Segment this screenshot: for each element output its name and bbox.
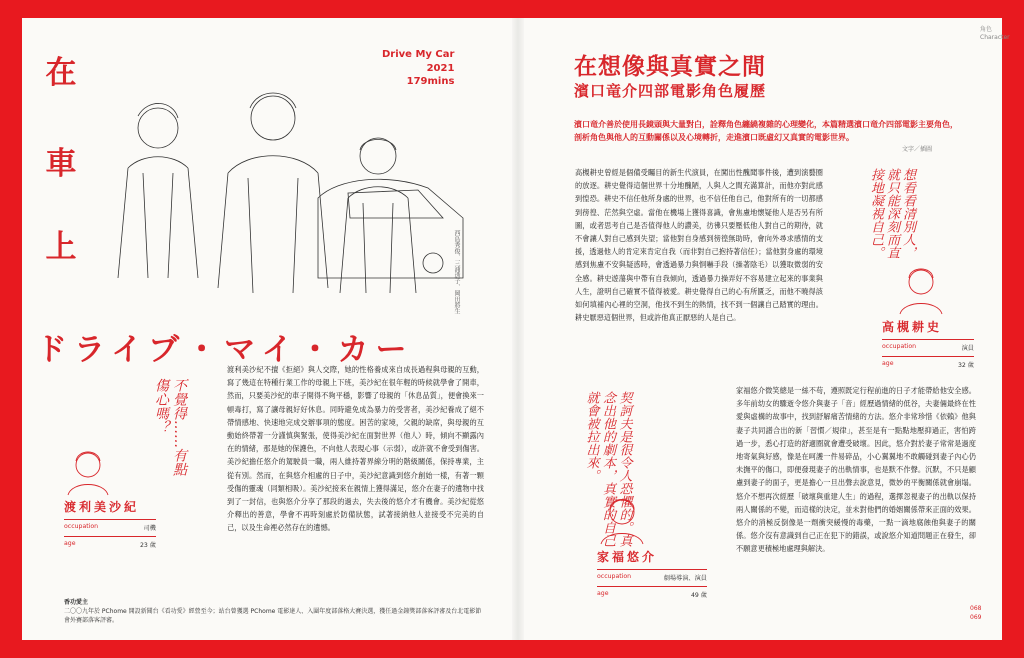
page-number-right: 069 <box>970 614 982 621</box>
illustration-credit: 西島秀俊、三浦透子、岡田將生 <box>453 230 460 314</box>
character-name: 家福悠介 <box>597 550 658 564</box>
age-label: age <box>64 540 76 547</box>
portrait-sketch <box>60 443 116 495</box>
page-numbers <box>970 604 981 622</box>
character-card <box>882 318 974 369</box>
handwritten-quote: 不覺得……有點傷心嗎？ <box>153 378 187 476</box>
occupation-row <box>882 339 974 352</box>
age-value: 32 歲 <box>957 362 974 369</box>
age-label: age <box>597 590 609 597</box>
article-subtitle: 濱口竜介四部電影角色履歷 <box>574 82 767 100</box>
age-row <box>64 536 156 549</box>
article-body-right-2: 家福悠介微笑總是一絲不苟，遵照既定行程前進的日子才能帶給他安全感。多年前幼女的驟逝令悠介與妻子「音」經歷過情緒的低谷，夫妻倆最終在性愛與虛構的故事中，找到舒解痛苦情緒的方法。悠介非常珍惜《依賴》他與妻子共同譜合出的新「習慣／規律」，甚至是有一點點地壓抑過正，害怕跨過一步，悉心打造的舒適圈就會遭受破壞。因此，悠介對於妻子常常是過度地寄氣與好感，像是在呵護一件易碎品，小心翼翼地不敢觸碰到妻子內心仍未撫平的傷口，即便發現妻子的出軌情事，也是默不作聲。沉默，不只是顧慮到妻子的面子，更是擔心一旦出聲去說意見，微妙的平衡關係就會崩塌。悠介不想再次經歷「破壞與重建人生」的過程，選擇忽視妻子的出軌以保持兩人關係的不變，而這樣的決定，並未對他們的婚姻關係帶來正面的效果。悠介的消極反倒像是一劑衝突緩慢的毒藥，一點一滴地腐蝕他與妻子的關係。悠介沒有意識到自己正在犯下的錯誤，或說悠介知道問題正在發生，卻不願意更積極地處理與解決。 <box>736 386 976 554</box>
page-gutter <box>512 18 524 640</box>
occupation-label: occupation <box>64 523 99 530</box>
page-number-left: 068 <box>970 605 982 612</box>
age-row <box>597 586 707 599</box>
author-footnote <box>64 598 484 625</box>
film-runtime: 179mins <box>406 76 455 87</box>
portrait-sketch <box>892 258 950 314</box>
film-title: Drive My Car <box>382 49 455 60</box>
occupation-value: 演員 <box>961 345 974 352</box>
article-body-left: 渡利美沙紀不擅《拒絕》與人交際，她的性格養成來自成長過程與母親的互動，寫了幾這在特種行業工作的母親上下班，美沙紀在很年輕的時候就學會了開車，然而，只要美沙紀的車子開得不夠平穩，影響了母親的「休息品質」，便會換來一頓毒打，寫了讓母親好好休息。同時避免成為暴力的受害者，美沙紀養成了絕不帶情感地、快速地完成交辦事項的態度。困苦的家境，父親的缺席，與母親的互動始終帶著一分謹慎與緊張，使得美沙紀在面對世界（他人）時，傾向不顯露內在的情緒，那是她的保護色，不向他人表現心事（示弱），或許就不會受到傷害。美沙紀擔任悠介的駕駛員一職，兩人維持著界線分明的階級關係，保持專業，主從有別。然而，在與悠介相處的日子中，美沙紀意識到悠介創始一樣，有著一顆受傷的靈魂（同類相吸）。美沙紀接來在親情上獲得滿足，悠介在妻子的遺物中找到了一封信，也與悠介分享了那段的過去，失去後的悠介才有機會。美沙紀從悠介釋出的善意，學會不再時刻處於防備狀態，試著接納他人並接受不完美的自己，以及生命裡必然存在的遺憾。 <box>227 365 484 533</box>
age-value: 49 歲 <box>690 592 707 599</box>
character-card <box>64 498 156 549</box>
film-year: 2021 <box>426 62 455 74</box>
title-char: 在 <box>45 55 77 91</box>
occupation-value: 劇場導演、演員 <box>663 575 707 582</box>
article-title: 在想像與真實之間 <box>574 54 766 80</box>
article-intro: 濱口竜介善於使用長鏡頭與大量對白，詮釋角色纏繞複雜的心理變化，本篇精選濱口竜介四部電影主要角色，剖析角色與他人的互動關係以及心境轉折，走進濱口既虛幻又真實的電影世界。 <box>574 120 958 142</box>
title-char: 上 <box>45 229 77 265</box>
occupation-row <box>597 569 707 582</box>
section-label: 角色 Character <box>980 26 1010 41</box>
vertical-title <box>36 55 86 265</box>
author-name: 香功愛主 <box>64 599 89 606</box>
occupation-value: 司機 <box>143 525 156 532</box>
age-label: age <box>882 360 894 367</box>
cast-illustration <box>88 78 468 318</box>
character-name: 高槻耕史 <box>882 320 943 334</box>
occupation-label: occupation <box>882 343 917 350</box>
age-row <box>882 356 974 369</box>
magazine-spread <box>22 18 1010 640</box>
author-bio: 二〇〇九年於 PChome 開設新聞台《看功愛》經營至今；站台曾獲選 PChome 電影達人、入圍年度部落格大賽決選，獲任過金鐘獎部落客評審及台北電影節會外賽部落客評審。 <box>64 608 482 624</box>
occupation-row <box>64 519 156 532</box>
portrait-sketch <box>593 488 651 544</box>
handwritten-quote: 想看看清別人，就只能深刻而直接地凝視自己。 <box>868 168 915 259</box>
title-char: 車 <box>45 146 77 182</box>
handwritten-quote: 契訶夫是很令人恐懼的。真念出他的劇本，真實的自己就會被拉出來。 <box>583 391 632 547</box>
article-body-right-1: 高槻耕史曾經是個備受矚目的新生代演員，在闖出性醜聞事件後，遭到演藝圈的放逐。耕史覺得這個世界十分地醜陋，人與人之間充滿算計，而他亦對此感到惶恐。耕史不信任他所身處的世界，也不信任他自己，他對所有的一切都感到徬徨、茫然與空虛。當他在機場上獲得喜識，會焦慮地懷疑他人是否另有所圖，或者思考自己是否值得他人的讚美，彷彿只要壓低他人對自己的期待，就不會讓人對自己感到失望；當他對自身感到徬徨無助時，會向外尋求感情的支援，透過他人的肯定來肯定自我（而非對自己抱持著信任）；當他對身處的環境感到焦慮不安與疑惑時，會透過暴力與恫嚇手段（操著陰毛）以獲取微弱的安全感。耕史遊蕩與中帶有自我傾向，透過暴力操弄好不容易建立起來的事業與人生，證明自己確實不值得被愛。耕史覺得自己的心有所匱乏，而他不曉得該如何填補內心裡的空洞，他找不到生的熱情，找不到一個讓自己踏實的理由。耕史厭惡這個世界，但或許他真正厭惡的人是自己。 <box>575 168 823 323</box>
japanese-title: ドライブ・マイ・カー <box>36 332 414 368</box>
age-value: 23 歲 <box>139 542 156 549</box>
character-card <box>597 548 707 599</box>
character-name: 渡利美沙紀 <box>64 500 140 514</box>
article-credit: 文字／插圖 <box>902 146 933 153</box>
occupation-label: occupation <box>597 573 632 580</box>
